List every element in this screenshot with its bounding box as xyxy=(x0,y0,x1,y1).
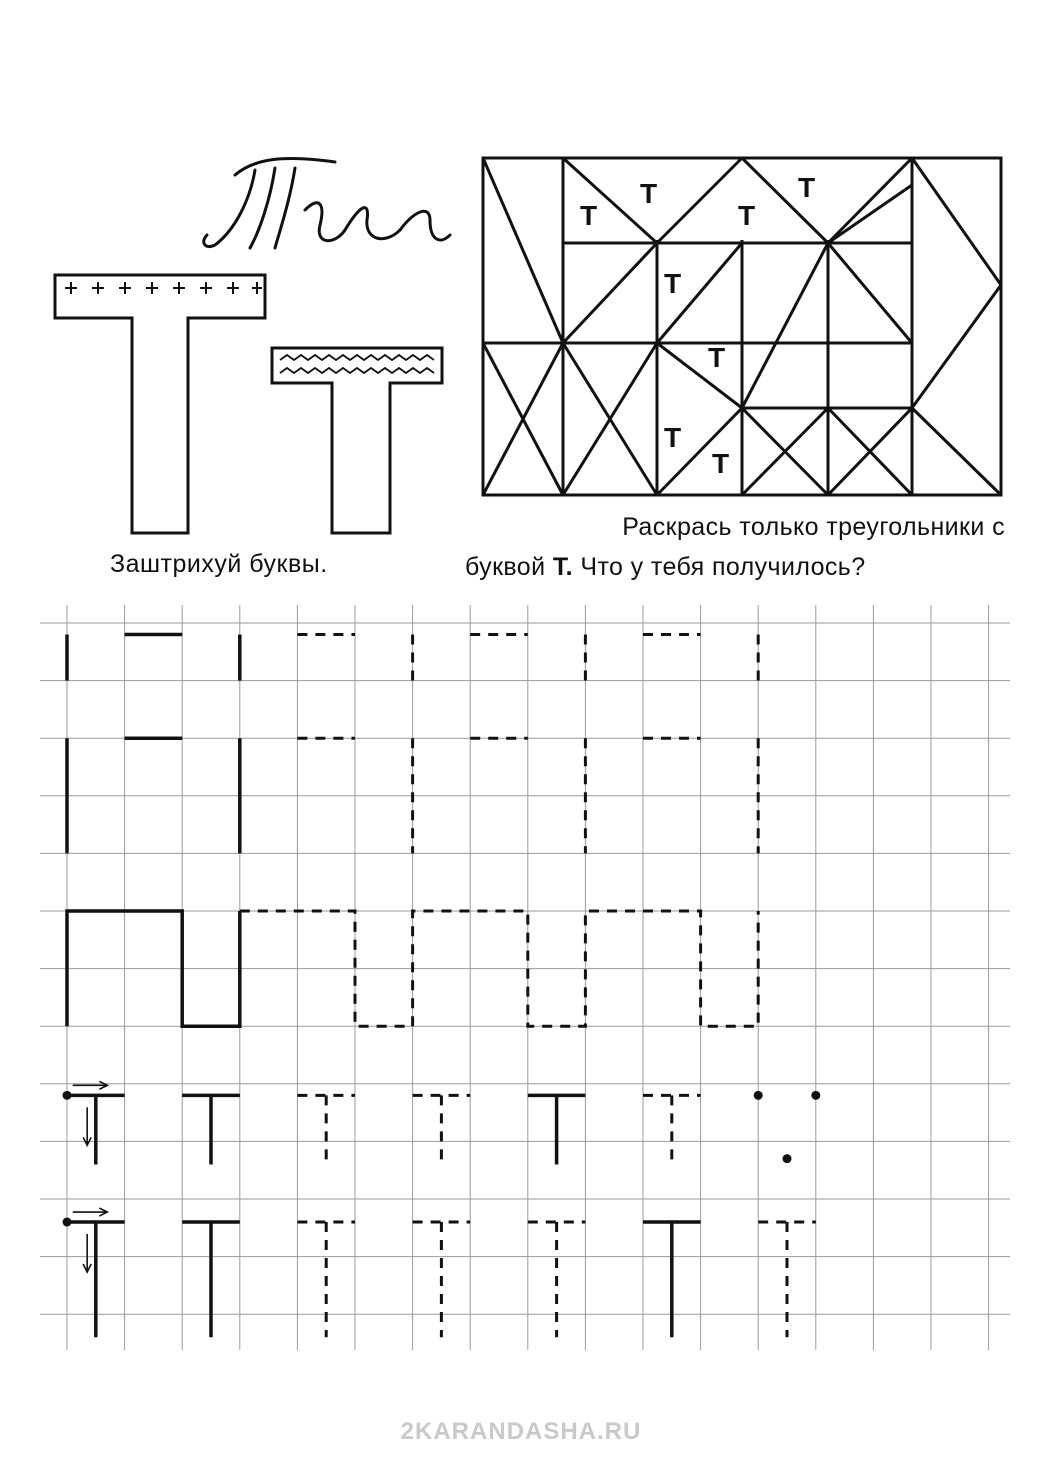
triangle-puzzle xyxy=(480,155,1005,500)
cursive-letters-Tt xyxy=(195,150,455,260)
writing-grid xyxy=(40,605,1010,1350)
triangle-letter-T: Т xyxy=(580,200,598,231)
shade-instruction: Заштрихуй буквы. xyxy=(110,550,328,578)
coloring-instruction xyxy=(465,507,1005,587)
instruction-bold-letter: Т. xyxy=(552,553,574,581)
arrow-down-icon xyxy=(83,1107,91,1145)
arrow-down-icon xyxy=(83,1234,91,1272)
start-dot xyxy=(811,1091,820,1100)
arrow-right-icon xyxy=(73,1208,108,1216)
instruction-line-2 xyxy=(465,547,1005,587)
instruction-text: Что у тебя получилось? xyxy=(573,553,866,581)
triangle-letter-T: Т xyxy=(664,422,682,453)
triangle-letter-T: Т xyxy=(712,448,730,479)
triangle-letter-T: Т xyxy=(708,342,726,373)
site-watermark: 2KARANDASHA.RU xyxy=(400,1418,642,1445)
instruction-text: буквой xyxy=(465,553,553,581)
big-letter-T xyxy=(55,275,265,533)
triangle-letter-T: Т xyxy=(798,172,816,203)
triangle-letter-T: Т xyxy=(640,178,658,209)
start-dot xyxy=(754,1091,763,1100)
grid-lines xyxy=(40,605,1010,1350)
start-dot xyxy=(63,1218,72,1227)
plus-pattern xyxy=(65,282,262,294)
solid-strokes xyxy=(67,635,701,1338)
direction-arrows xyxy=(73,1081,108,1272)
small-letter-T xyxy=(272,348,442,533)
start-dot xyxy=(783,1154,792,1163)
instruction-line-1: Раскрась только треугольники с xyxy=(622,513,1005,541)
outline-letters xyxy=(40,260,470,550)
arrow-right-icon xyxy=(73,1081,108,1089)
triangle-letter-T: Т xyxy=(738,200,756,231)
triangle-letter-T: Т xyxy=(664,268,682,299)
start-dot xyxy=(63,1091,72,1100)
zigzag-pattern xyxy=(280,355,434,373)
